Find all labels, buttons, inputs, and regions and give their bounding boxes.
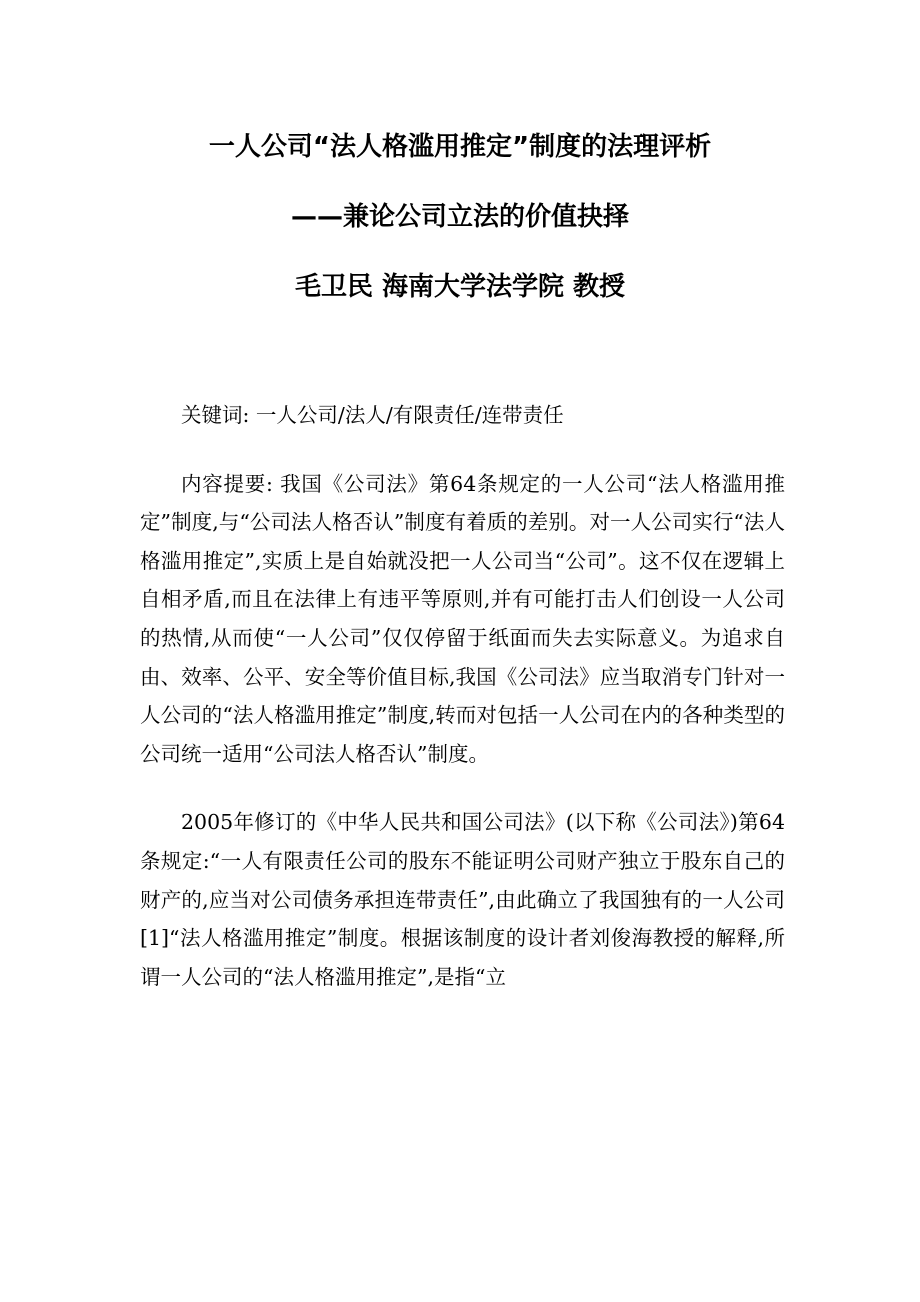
body-text xyxy=(140,396,785,1026)
body-paragraph: 2005年修订的《中华人民共和国公司法》(以下称《公司法》)第64条规定:“一人有限责任公司的股东不能证明公司财产独立于股东自己的财产的,应当对公司债务承担连带责任”,由此确立了我国独有的一人公司 [1]“法人格滥用推定”制度。根据该制度的设计者刘俊海教授的解释,所谓一人公司的“法人格滥用推定”,是指“立 xyxy=(140,810,785,989)
abstract-paragraph: 内容提要: 我国《公司法》第64条规定的一人公司“法人格滥用推定”制度,与“公司法人格否认”制度有着质的差别。对一人公司实行“法人格滥用推定”,实质上是自始就没把一人公司当“公司”。这不仅在逻辑上自相矛盾,而且在法律上有违平等原则,并有可能打击人们创设一人公司的热情,从而使“一人公司”仅仅停留于纸面而失去实际意义。为追求自由、效率、公平、安全等价值目标,我国《公司法》应当取消专门针对一人公司的“法人格滥用推定”制度,转而对包括一人公司在内的各种类型的公司统一适用“公司法人格否认”制度。 xyxy=(140,471,785,766)
title-block xyxy=(0,112,920,322)
paper-subtitle: ——兼论公司立法的价值抉择 xyxy=(290,202,629,232)
keywords-paragraph: 关键词: 一人公司/法人/有限责任/连带责任 xyxy=(181,403,564,427)
paper-title: 一人公司“法人格滥用推定”制度的法理评析 xyxy=(208,132,712,162)
author-line: 毛卫民 海南大学法学院 教授 xyxy=(294,272,626,302)
